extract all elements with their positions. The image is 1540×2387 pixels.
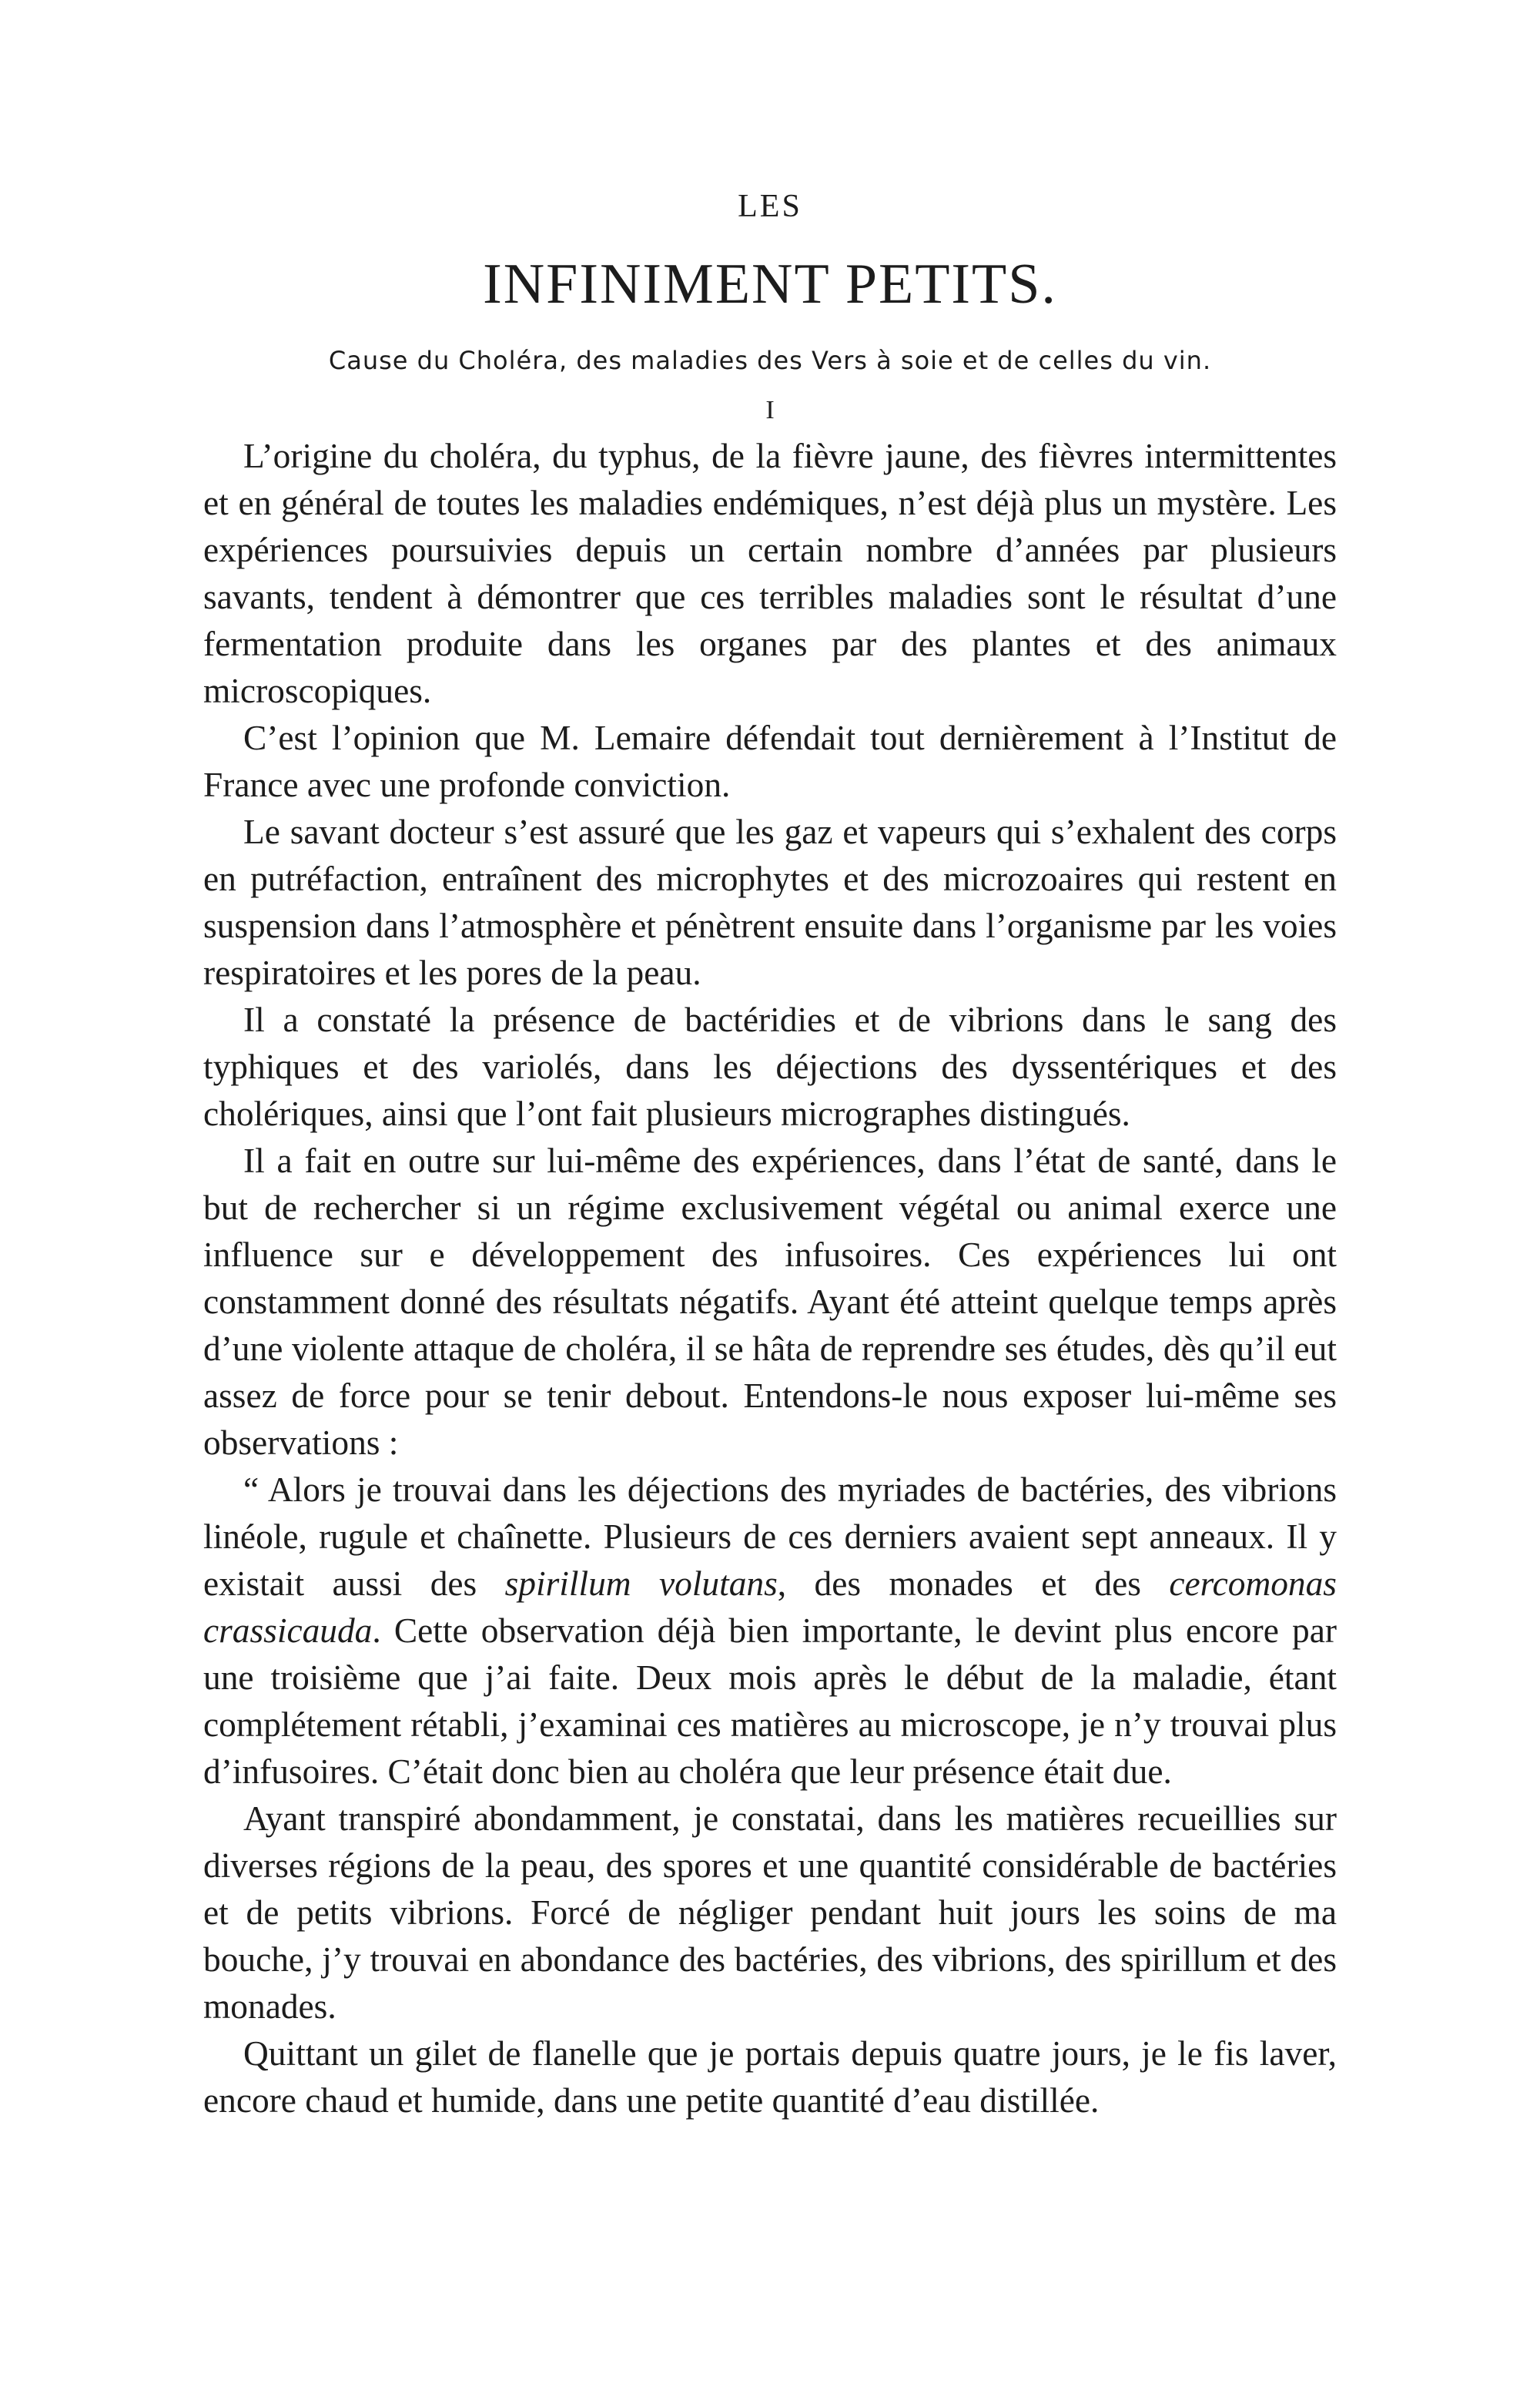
quote-paragraph [203, 1467, 1337, 1795]
body-text [203, 433, 1337, 2124]
paragraph-4: Il a constaté la présence de bactéridies et de vibrions dans le sang des typhiques et des variolés, dans les déjections des dyssentériques et des cholériques, ainsi que l’ont fait plusieurs micrographes distingués. [203, 1000, 1337, 1133]
paragraph-1: L’origine du choléra, du typhus, de la fièvre jaune, des fièvres intermittentes et en général de toutes les maladies endémiques, n’est déjà plus un mystère. Les expériences poursuivies depuis un certain nombre d’années par plusieurs savants, tendent à démontrer que ces terribles maladies sont le résultat d’une fermentation produite dans les organes par des plantes et des animaux microscopiques. [203, 436, 1337, 710]
paragraph-8: Quittant un gilet de flanelle que je portais depuis quatre jours, je le fis laver, encore chaud et humide, dans une petite quantité d’eau distillée. [203, 2033, 1337, 2120]
quote-italic-2: cercomonas crassicauda [203, 1564, 1337, 1650]
paragraph-7: Ayant transpiré abondamment, je constatai, dans les matières recueillies sur diverses régions de la peau, des spores et une quantité considérable de bactéries et de petits vibrions. Forcé de négliger pendant huit jours les soins de ma bouche, j’y trouvai en abondance des bactéries, des vibrions, des spirillum et des monades. [203, 1799, 1337, 2026]
quote-text-2: , des monades et des [777, 1564, 1170, 1603]
page-title: INFINIMENT PETITS. [483, 253, 1057, 317]
paragraph-5: Il a fait en outre sur lui-même des expériences, dans l’état de santé, dans le but de rechercher si un régime exclusivement végétal ou animal exerce une influence sur e développement des infusoires. Ces expériences lui ont constamment donné des résultats négatifs. Ayant été atteint quelque temps après d’une violente attaque de choléra, il se hâta de reprendre ses études, dès qu’il eut assez de force pour se tenir debout. Entendons-le nous exposer lui-même ses observations : [203, 1141, 1337, 1462]
section-number: I [765, 395, 775, 424]
quote-italic-1: spirillum volutans [504, 1564, 778, 1603]
subtitle: Cause du Choléra, des maladies des Vers à soie et de celles du vin. [328, 345, 1212, 375]
title-small: LES [738, 189, 802, 224]
quote-text-3: . Cette observation déjà bien importante, le devint plus encore par une troisième que j’ai faite. Deux mois après le début de la maladie, étant complétement rétabli, j’examinai ces matières au microscope, je n’y trouvai plus d’infusoires. C’était donc bien au choléra que leur présence était due. [203, 1611, 1337, 1791]
quote-text-1: “ Alors je trouvai dans les déjections des myriades de bactéries, des vibrions linéole, rugule et chaînette. Plusieurs de ces derniers avaient sept anneaux. Il y existait aussi des [203, 1470, 1337, 1603]
paragraph-2: C’est l’opinion que M. Lemaire défendait tout dernièrement à l’Institut de France avec une profonde conviction. [203, 718, 1337, 804]
page [203, 189, 1337, 2124]
paragraph-3: Le savant docteur s’est assuré que les gaz et vapeurs qui s’exhalent des corps en putréfaction, entraînent des microphytes et des microzoaires qui restent en suspension dans l’atmosphère et pénètrent ensuite dans l’organisme par les voies respiratoires et les pores de la peau. [203, 812, 1337, 992]
